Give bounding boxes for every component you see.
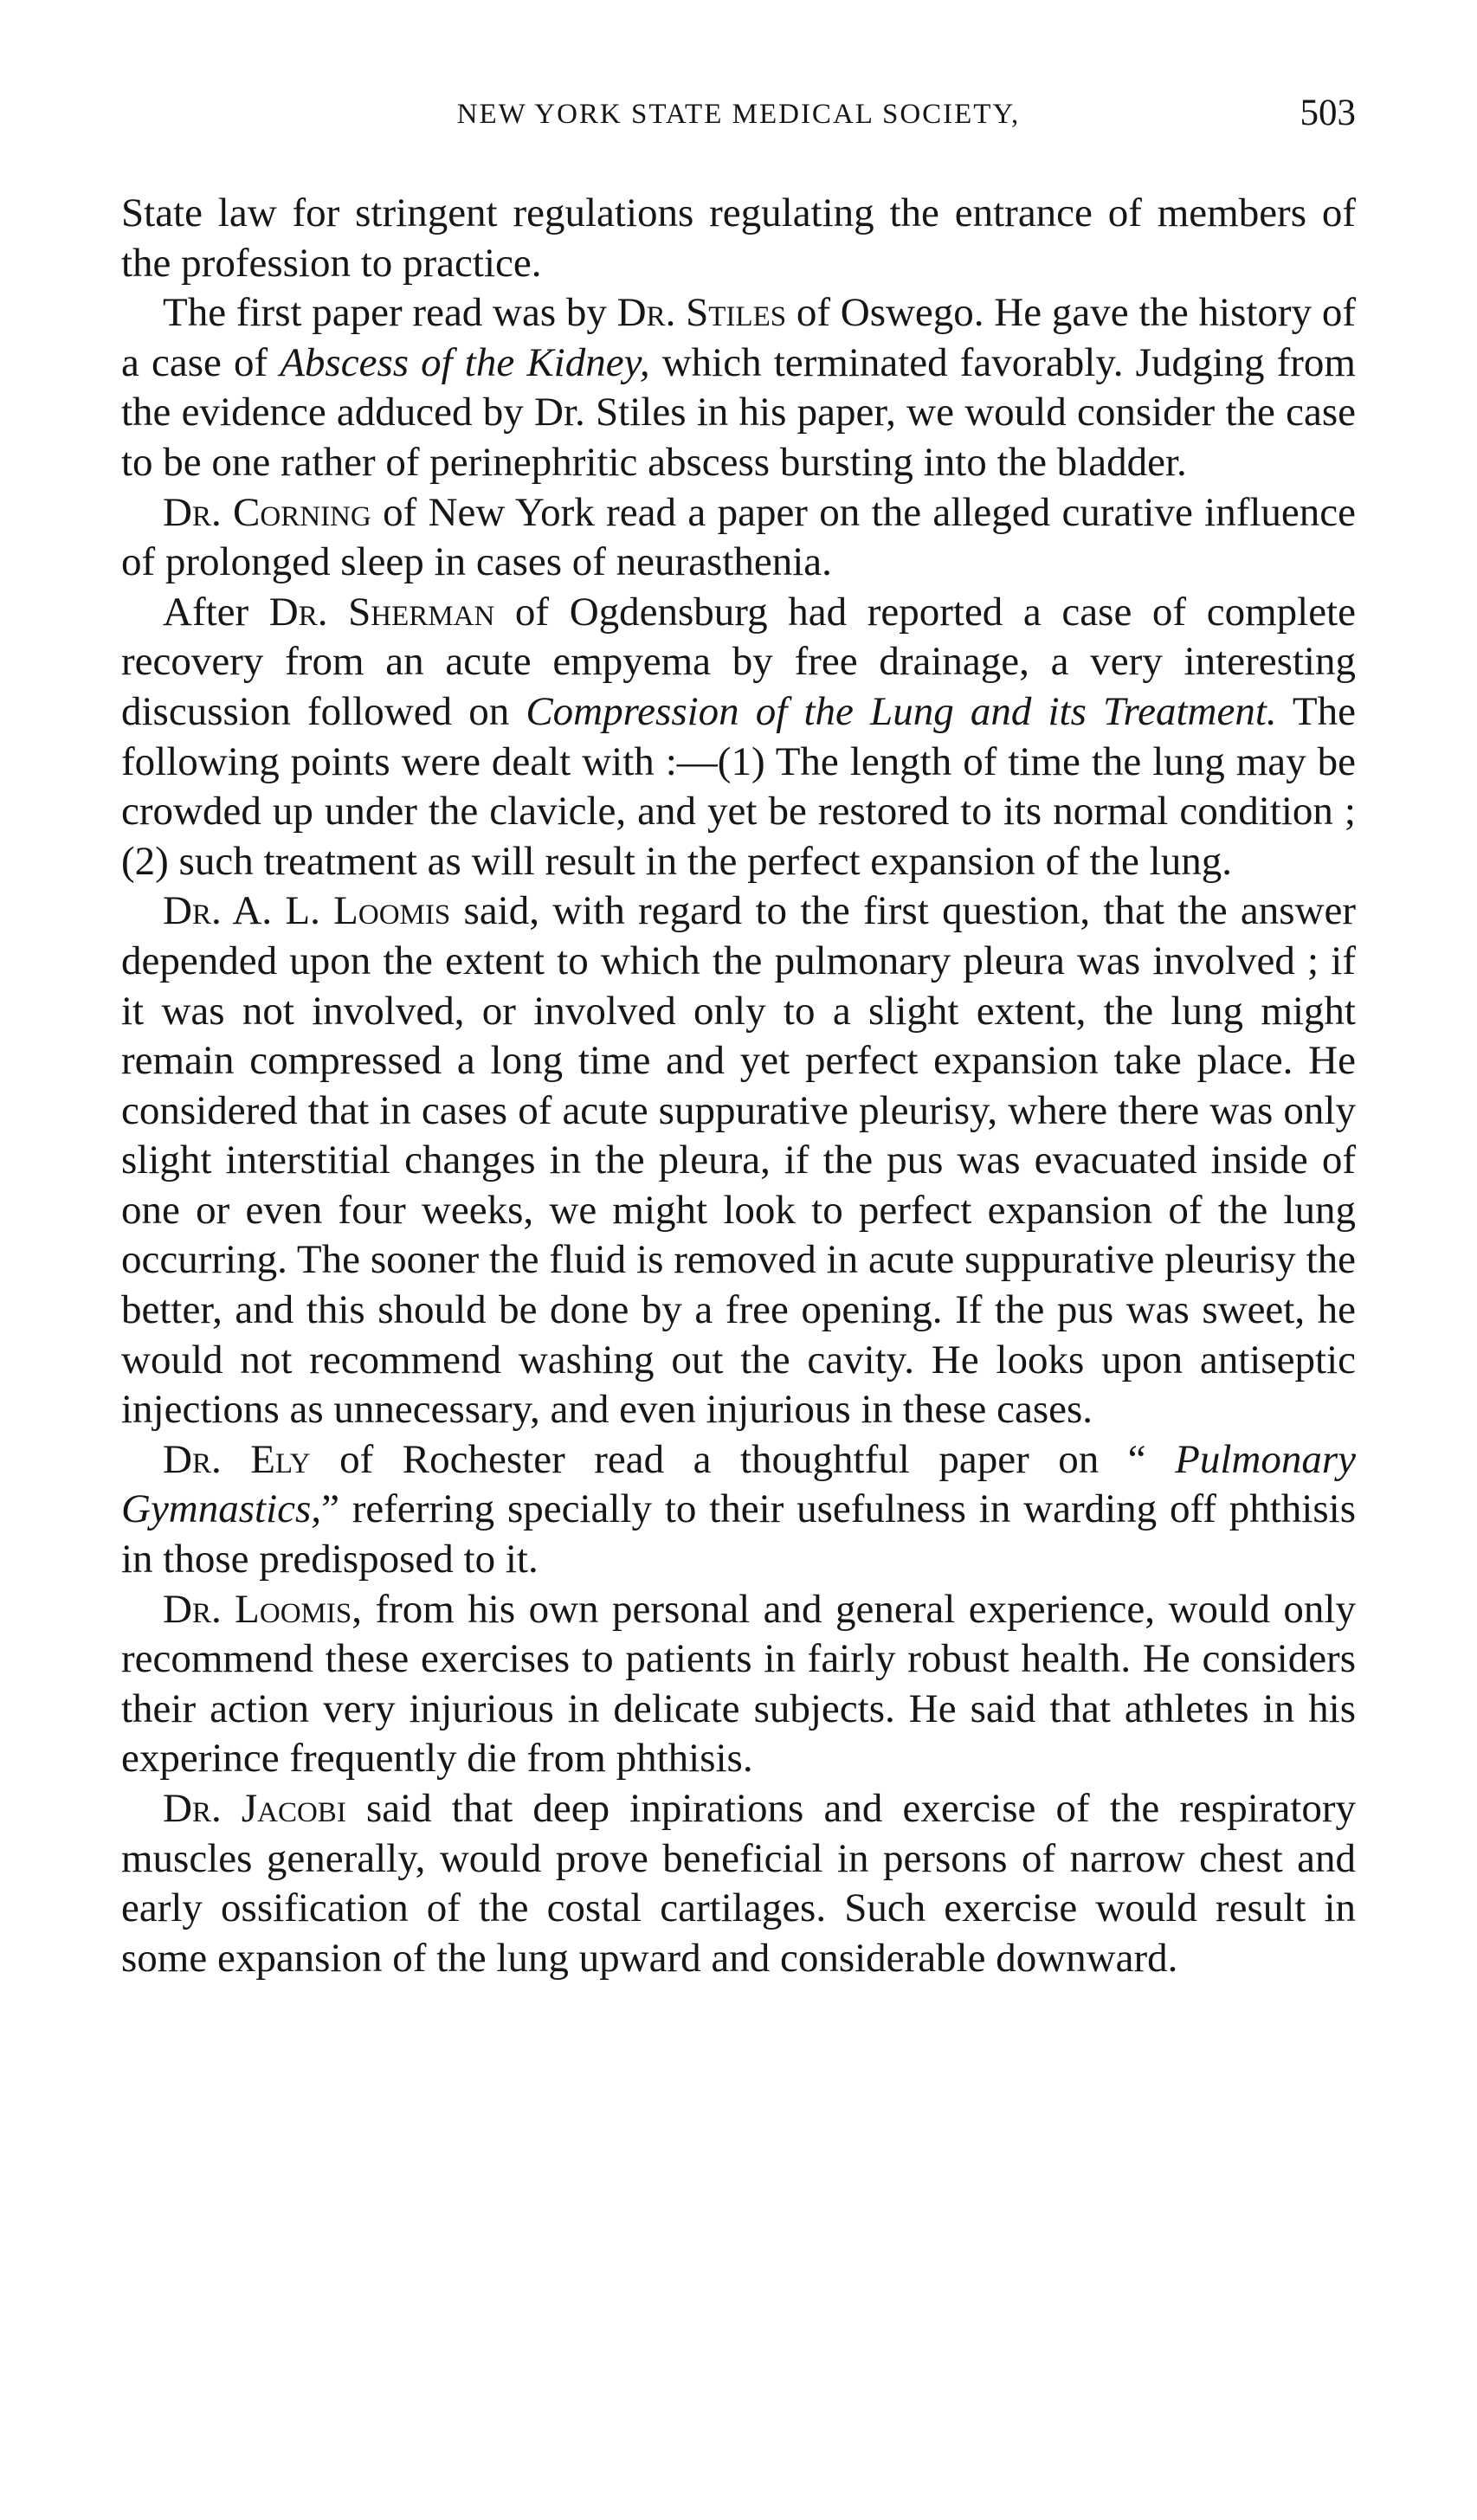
running-title: NEW YORK STATE MEDICAL SOCIETY, — [456, 99, 1021, 130]
text-run: ” referring specially to their usefulness in warding off phthisis in those predisposed to it. — [121, 1486, 1356, 1582]
paragraph — [121, 886, 1356, 1435]
speaker-name: Dr. Corning — [163, 489, 371, 535]
speaker-name: Dr. Sherman — [268, 589, 495, 635]
text-run: The following points were dealt with :—(1) The length of time the lung may be crowded up under the clavicle, and yet be restored to its normal condition ; (2) such treatment as will result in the perfect expansion of the lung. — [121, 688, 1356, 884]
italic-title: Compression of the Lung and its Treatment. — [526, 688, 1277, 734]
paragraph — [121, 189, 1356, 288]
running-head — [121, 87, 1356, 139]
text-run: said, with regard to the first question, that the answer depended upon the extent to which the pulmonary pleura was involved ; if it was not involved, or involved only to a slight extent, the lung might remain compressed a long time and yet perfect expansion take place. He considered that in cases of acute suppurative pleurisy, where there was only slight interstitial changes in the pleura, if the pus was evacuated inside of one or even four weeks, we might look to perfect expansion of the lung occurring. The sooner the fluid is removed in acute suppurative pleurisy the better, and this should be done by a free opening. If the pus was sweet, he would not recommend washing out the cavity. He looks upon antiseptic injections as unnecessary, and even injurious in these cases. — [121, 888, 1356, 1433]
paragraph — [121, 588, 1356, 887]
speaker-name: Dr. Loomis — [163, 1586, 352, 1632]
text-run: The first paper read was by — [163, 290, 617, 336]
paragraph — [121, 488, 1356, 588]
text-run: of Ogdensburg had reported a case of complete recovery from an acute empyema by free drainage, a very interesting discussion followed on — [121, 589, 1356, 734]
paragraph — [121, 1784, 1356, 1983]
text-run: of Oswego. He gave the history of a case of — [121, 290, 1356, 385]
text-run: , from his own personal and general experience, would only recommend these exercises to patients in fairly robust health. He considers their action very injurious in delicate subjects. He said that athletes in his experince frequently die from phthisis. — [121, 1586, 1356, 1782]
paragraph — [121, 1435, 1356, 1585]
italic-title: Pulmonary Gymnastics, — [121, 1436, 1356, 1532]
italic-title: Abscess of the Kidney, — [280, 339, 650, 385]
body-text — [121, 189, 1356, 1983]
speaker-name: Dr. Stiles — [616, 290, 787, 336]
page-number: 503 — [1300, 93, 1356, 133]
speaker-name: Dr. Ely — [163, 1436, 311, 1482]
paragraph — [121, 288, 1356, 487]
text-run: said that deep inpirations and exercise of the respiratory muscles generally, would prove beneficial in persons of narrow chest and early ossification of the costal cartilages. Such exercise would result in some expansion of the lung upward and considerable downward. — [121, 1786, 1356, 1981]
text-run: State law for stringent regulations regulating the entrance of members of the profession to practice. — [121, 190, 1356, 286]
text-run: of Rochester read a thoughtful paper on “ — [310, 1436, 1176, 1482]
text-run: which terminated favorably. Judging from the evidence adduced by Dr. Stiles in his paper, we would consider the case to be one rather of perinephritic abscess bursting into the bladder. — [121, 339, 1356, 485]
text-run: After — [163, 589, 269, 635]
text-run: of New York read a paper on the alleged curative influence of prolonged sleep in cases of neurasthenia. — [121, 489, 1356, 585]
book-page — [121, 87, 1356, 1983]
speaker-name: Dr. A. L. Loomis — [163, 888, 451, 934]
paragraph — [121, 1585, 1356, 1784]
speaker-name: Dr. Jacobi — [163, 1786, 346, 1831]
